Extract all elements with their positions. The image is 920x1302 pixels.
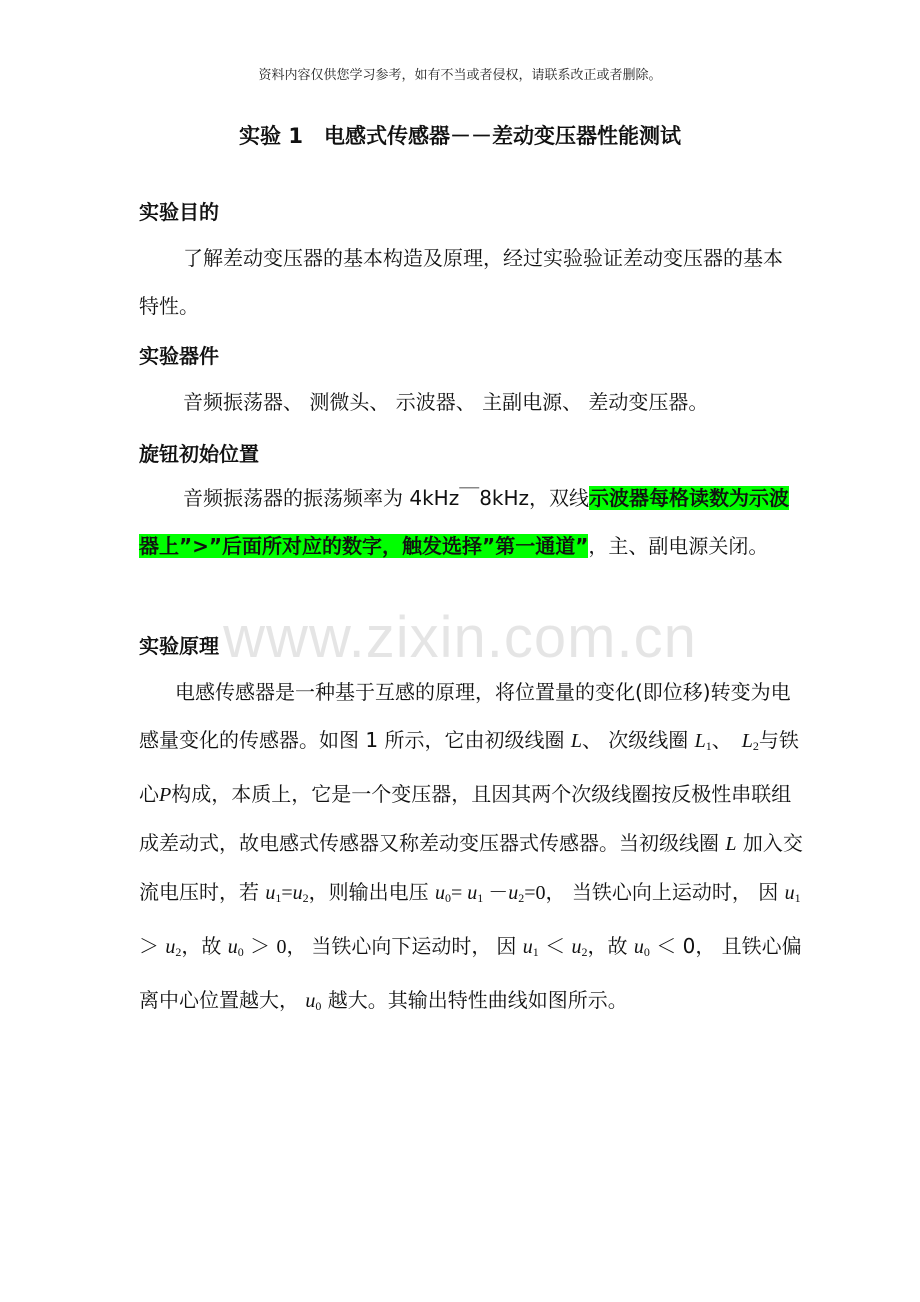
- watermark: www.zixin.com.cn: [223, 605, 697, 670]
- equipment-paragraph: 音频振荡器、 测微头、 示波器、 主副电源、 差动变压器。: [183, 390, 709, 414]
- copyright-notice: 资料内容仅供您学习参考，如有不当或者侵权，请联系改正或者删除。: [258, 68, 662, 83]
- heading-equipment: 实验器件: [139, 344, 219, 368]
- knob-text-start: 音频振荡器的振荡频率为 4kHz￣8kHz，双线: [183, 486, 590, 510]
- knob-text-end: ，主、副电源关闭。: [588, 534, 769, 558]
- highlighted-text: 示波器每格读数为示波器上”>”后面所对应的数字，触发选择”第一通道”: [139, 486, 790, 558]
- principle-paragraph: 电感传感器是一种基于互感的原理，将位置量的变化(即位移)转变为电感量变化的传感器。如图 1 所示，它由初级线圈 L、 次级线圈 $L_1$、 $L_2$与铁心P构成，本质上，它是一个变压器，且因其两个次级线圈按反极性串联组成差动式，故电感式传感器又称差动变压器式传感器。当初级线圈 L 加入交流电压时，若 $u_1=u_2$，则输出电压 $u_0= u_1 -u_2=0$， 当铁心向上运动时， 因 $u_1 > u_2$，故 $u_0 > 0$， 当铁心向下运动时， 因 $u_1 < u_2$，故 $u_0 < 0$， 且铁心偏离中心位置越大， $u_0$ 越大。其输出特性曲线如图所示。: [139, 680, 803, 1013]
- document-title: 实验 1 电感式传感器－－差动变压器性能测试: [239, 124, 681, 148]
- knob-paragraph: [139, 474, 807, 570]
- heading-principle: 实验原理: [139, 634, 219, 658]
- purpose-paragraph: 了解差动变压器的基本构造及原理，经过实验验证差动变压器的基本特性。: [139, 246, 783, 318]
- heading-knob-positions: 旋钮初始位置: [139, 442, 259, 466]
- heading-purpose: 实验目的: [139, 200, 219, 224]
